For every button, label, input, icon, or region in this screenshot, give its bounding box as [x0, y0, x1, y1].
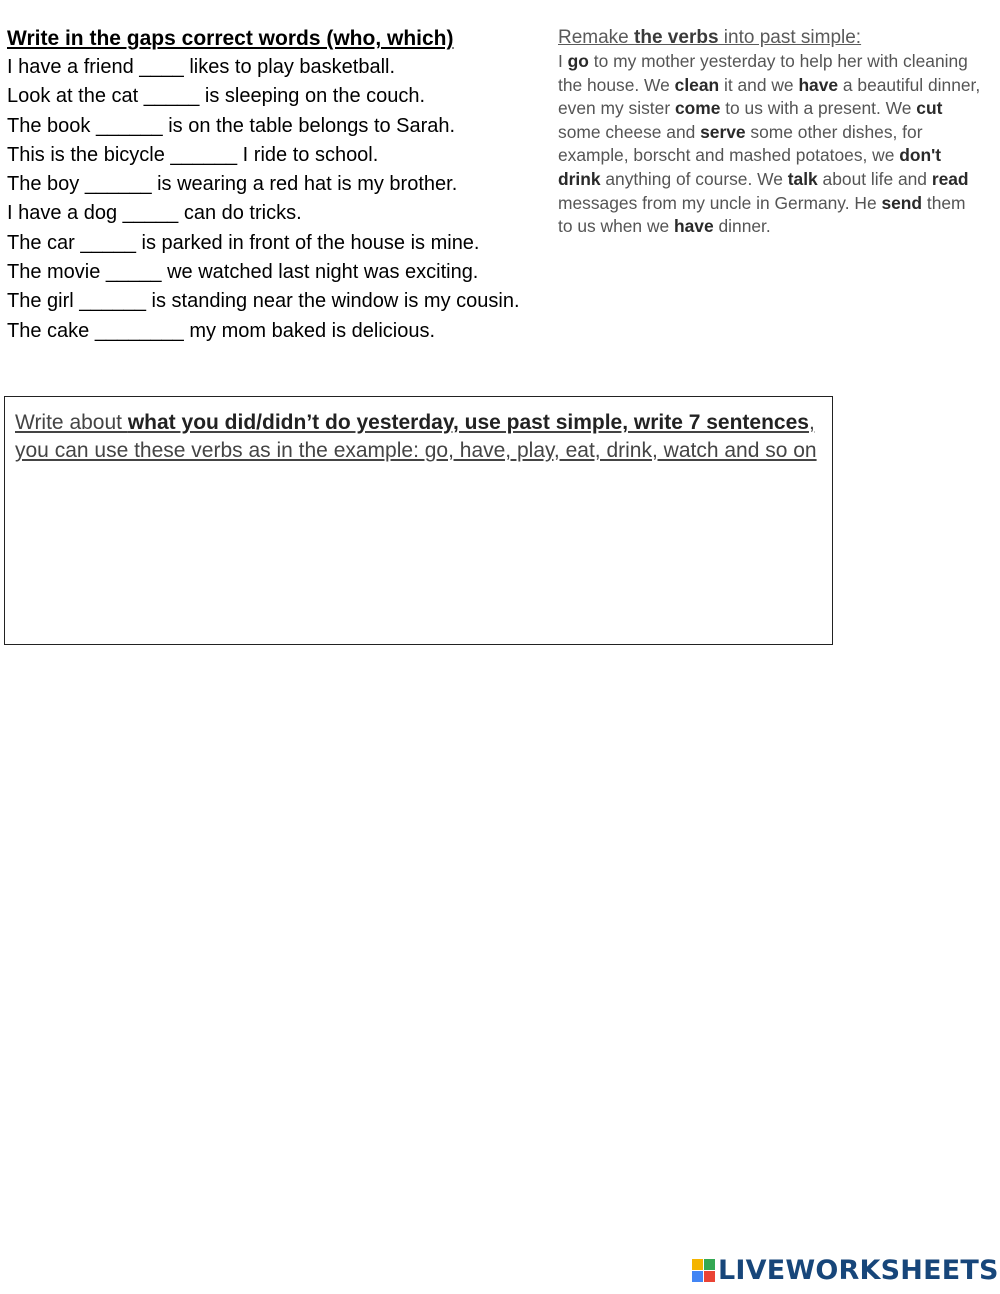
paragraph-text: some other dishes, for example, borscht and mashed potatoes, we — [558, 121, 923, 166]
gap-fill-sentence: I have a dog _____ can do tricks. — [7, 202, 302, 225]
verb-to-change: read — [931, 168, 969, 189]
gap-fill-sentence: The book ______ is on the table belongs to Sarah. — [7, 114, 456, 137]
prompt-text: , you can use these verbs as in the example: go, have, play, eat, drink, watch and so on — [15, 411, 817, 462]
gap-fill-sentence: I have a friend ____ likes to play basketball. — [7, 56, 396, 78]
paragraph-text: anything of course. We — [600, 168, 788, 189]
past-simple-title — [558, 26, 983, 50]
paragraph-text: I — [558, 51, 568, 71]
verb-to-change: clean — [674, 74, 720, 95]
liveworksheets-logo-icon — [692, 1259, 715, 1282]
paragraph-text: messages from my uncle in Germany. He — [558, 192, 882, 213]
paragraph-text: it and we — [719, 74, 799, 95]
verb-to-change: cut — [916, 98, 943, 119]
writing-prompt — [15, 409, 822, 465]
verb-to-change: send — [881, 192, 923, 213]
writing-box[interactable] — [4, 396, 833, 645]
gap-fill-sentence: The movie _____ we watched last night was exciting. — [7, 261, 479, 284]
past-simple-paragraph — [558, 50, 983, 239]
gap-fill-sentence: The boy ______ is wearing a red hat is my brother. — [7, 173, 458, 196]
gap-fill-sentence: Look at the cat _____ is sleeping on the couch. — [7, 85, 426, 108]
verb-to-change: have — [674, 216, 714, 237]
logo-square — [704, 1259, 715, 1270]
paragraph-text: to us with a present. We — [720, 98, 917, 119]
verb-to-change: have — [798, 74, 839, 95]
paragraph-text: some cheese and — [558, 121, 701, 142]
logo-square — [704, 1271, 715, 1282]
paragraph-text: a beautiful dinner, even my sister — [558, 74, 981, 119]
gap-fill-lines — [7, 53, 527, 346]
prompt-bold-text: what you did/didn’t do yesterday, use past simple, write 7 sentences — [127, 411, 809, 434]
prompt-text: Write about — [15, 411, 128, 434]
past-simple-exercise — [558, 26, 983, 239]
title-text: Remake — [558, 27, 635, 48]
title-bold-text: the verbs — [634, 27, 719, 48]
liveworksheets-logo — [692, 1255, 999, 1285]
logo-square — [692, 1271, 703, 1282]
paragraph-text: dinner. — [713, 216, 771, 237]
verb-to-change: go — [567, 51, 589, 71]
verb-to-change: serve — [700, 121, 746, 142]
title-text: into past simple: — [718, 27, 862, 48]
gap-fill-title: Write in the gaps correct words (who, which) — [7, 27, 454, 50]
paragraph-text: to my mother yesterday to help her with cleaning the house. We — [558, 51, 968, 95]
gap-fill-sentence: The car _____ is parked in front of the house is mine. — [7, 231, 480, 254]
gap-fill-sentence: This is the bicycle ______ I ride to school. — [7, 143, 379, 166]
logo-square — [692, 1259, 703, 1270]
gap-fill-sentence: The cake ________ my mom baked is delicious. — [7, 319, 436, 342]
logo-text: LIVEWORKSHEETS — [718, 1254, 999, 1286]
verb-to-change: come — [674, 98, 721, 119]
paragraph-text: them to us when we — [558, 192, 966, 237]
verb-to-change: don't drink — [558, 145, 942, 189]
gap-fill-sentence: The girl ______ is standing near the window is my cousin. — [7, 290, 520, 313]
gap-fill-exercise — [7, 24, 527, 346]
verb-to-change: talk — [787, 168, 818, 189]
paragraph-text: about life and — [817, 168, 932, 189]
